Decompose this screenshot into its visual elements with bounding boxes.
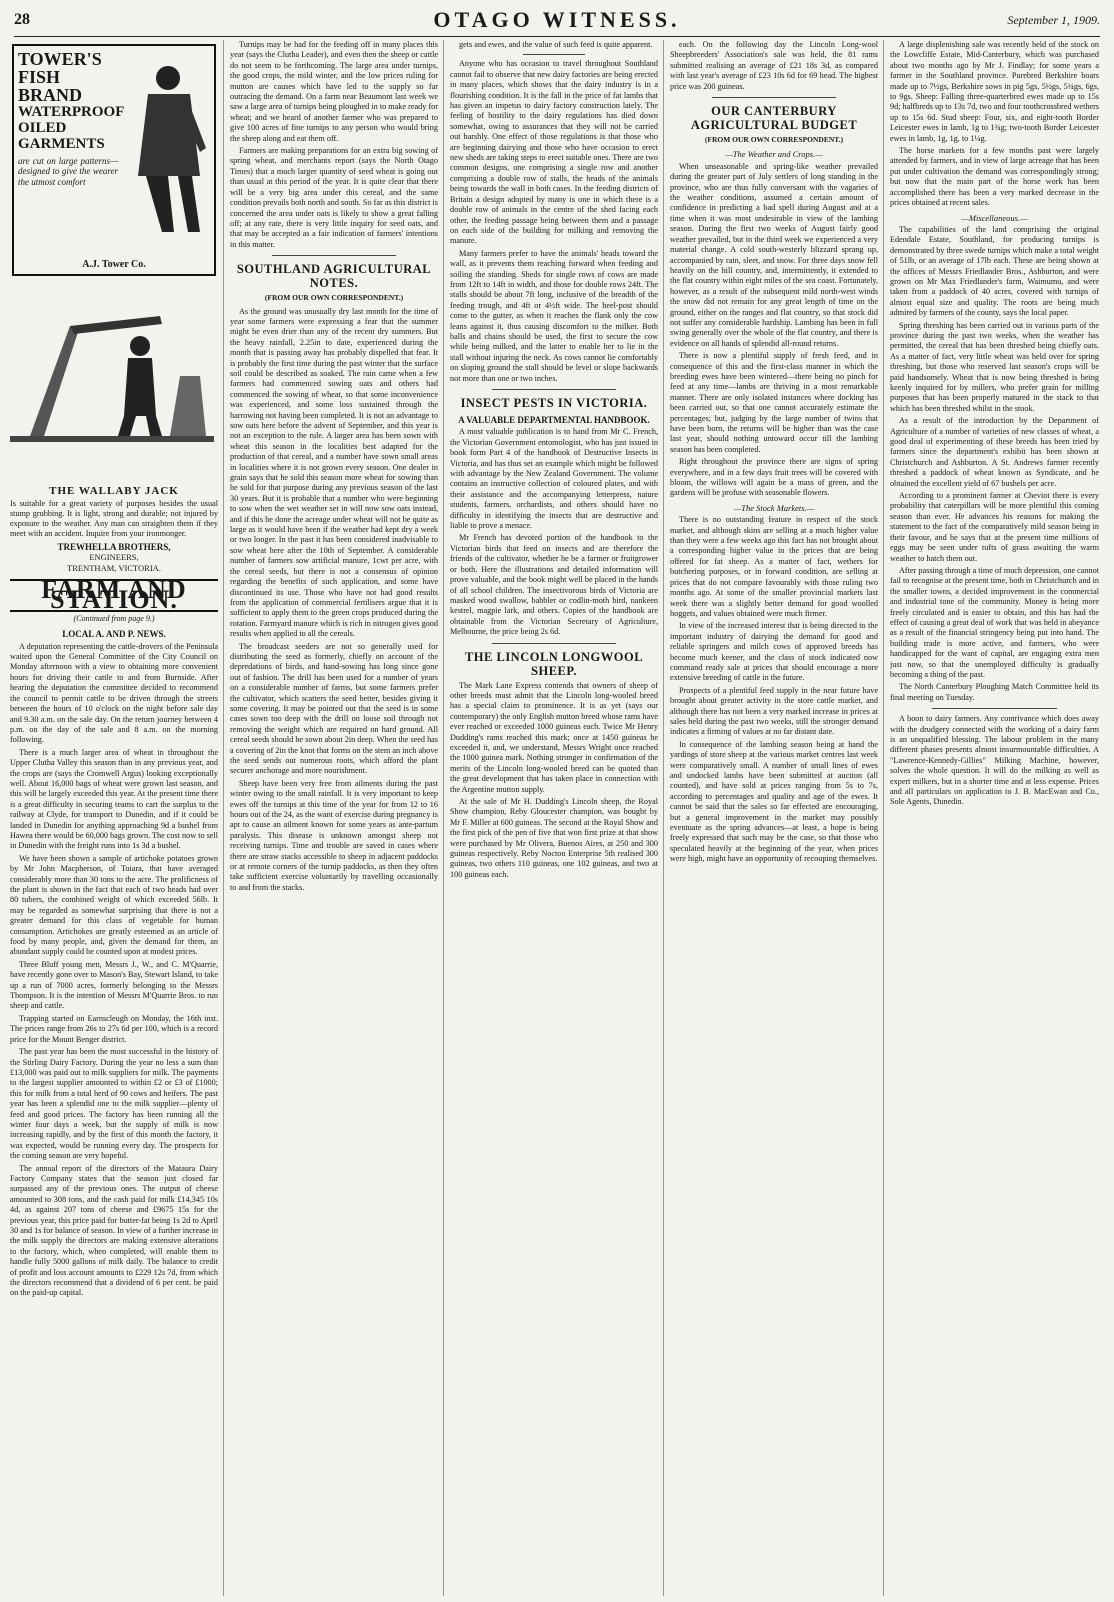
continued-note: (Continued from page 9.) <box>73 613 155 623</box>
article-paragraph: There is now a plentiful supply of fresh feed, and in consequence of this and the first-class manner in which the breeding ewes have been wintered—there being no pinch for feed at any time—lambs are thriving in a most remarkable manner. There are only isolated instances where docking has been carried out, so that one cannot accurately estimate the percentages; but, judging by the large number of twins that have been born, the returns will be higher than was the case last year, should nothing untoward occur till the lambing season has been completed. <box>670 351 878 454</box>
towers-advert <box>12 44 216 276</box>
article-paragraph: We have been shown a sample of artichoke potatoes grown by Mr John Macpherson, of Toiara, that have averaged considerably more than 30 tons to the acre. The prolificness of the plant is shown in the fact that each of two heads had over 80 tubers, the combined weight of which exceeded 56lb. It may be regarded as somewhat surprising that there is not a greater demand for this class of vegetable for human consumption. Artichokes are greatly esteemed as an article of food by many people, and, given the demand for them, an abundant supply could be counted upon at modest prices. <box>10 853 218 957</box>
local-news-heading: LOCAL A. AND P. NEWS. <box>62 629 166 640</box>
article-paragraph: A boon to dairy farmers. Any contrivance which does away with the drudgery connected with the working of a dairy farm is an unqualified blessing. The labour problem in the many different phases presents almost insurmountable difficulties. A "Lawrence-Kennedy-Gillies" Milking Machine, however, solves the whole question. It will do the milking as well as expert milkers, but in a shorter time and at less expense. Prices and all particulars on application to J. B. MacEwan and Co., Sole Agents, Dunedin. <box>890 714 1099 807</box>
insect-pests-subheading: A VALUABLE DEPARTMENTAL HANDBOOK. <box>458 415 650 425</box>
canterbury-heading: OUR CANTERBURY AGRICULTURAL BUDGET <box>690 104 858 133</box>
article-paragraph: The horse markets for a few months past were largely attended by farmers, and in view of large acreage that has been put under cultivation the demand was correspondingly strong; but now that the main part of the horse work has been accomplished there has been a very marked decrease in the prices obtained at recent sales. <box>890 146 1099 208</box>
wallaby-body: Is suitable for a great variety of purposes besides the usual stump grubbing. It is light, strong and durable; not injured by exposure to the weather. Any man can straighten them if they meet with an accident. Inquire from your ironmonger. <box>10 498 218 538</box>
wallaby-jack-illustration-icon <box>10 286 214 476</box>
column-3 <box>450 40 664 1596</box>
article-paragraph: Many farmers prefer to have the animals' heads toward the wall, as it prevents them reaching forward when feeding and soiling the standing. Sheds for single rows of cows are made from 12ft to 14ft in width, and those for double rows 24ft. The stalls should be about 7ft long, inclusive of the breadth of the feeding trough, and 4ft or 4½ft wide. The heel-post should come to the gutter, as when it reaches the flank only the cow leans against it, thus causing discomfort to the milker. Both balls and chains should be used, the first to secure the cow while being milked, and the latter to enable her to lie in the stall without injuring the neck. As cows cannot lie comfortably on sloping ground the stall should be level or slope backwards not more than one or two inches. <box>450 248 658 383</box>
ad-maker: A.J. Tower Co. <box>82 258 146 270</box>
page-number: 28 <box>14 11 30 28</box>
wallaby-maker: TREWHELLA BROTHERS, <box>57 541 171 552</box>
ad-tagline: WATERPROOF OILED GARMENTS <box>18 104 125 152</box>
southland-byline: (FROM OUR OWN CORRESPONDENT.) <box>264 293 404 303</box>
column-2 <box>230 40 444 1596</box>
divider <box>523 54 585 55</box>
article-paragraph: In view of the increased interest that is being directed to the important industry of dairying the demand for good and reliable springers and milch cows of approved breeds has become much keener, and the class of stock indicated now command ready sale at prices that should encourage a more extensive breeding of cattle in the future. <box>670 621 878 683</box>
article-paragraph: Trapping started on Earnscleugh on Monday, the 16th inst. The prices range from 26s to 27s 6d per 100, which is a record price for the Mount Benger district. <box>10 1013 218 1044</box>
article-paragraph: There is no outstanding feature in respect of the stock market, and although skins are selling at a much higher value than they were a few weeks ago this fact has not brought about a corresponding higher value in the prices that are being offered for fat sheep. As a matter of fact, wethers for butchering purposes, or in forward condition, are selling at prices that do not compare favourably with those ruling two months ago. At some of the smaller provincial markets last week there was a slightly better demand for good woolled hoggets, and values obtained were much firmer. <box>670 515 878 618</box>
article-paragraph: each. On the following day the Lincoln Long-wool Sheepbreeders' Association's sale was held, the 81 rams submitted realising an average of £21 18s 3d, as compared with last year's average of £23 10s 6d for 69 head. The highest price was 200 guineas. <box>670 40 878 91</box>
masthead <box>14 4 1100 37</box>
article-paragraph: As a result of the introduction by the Department of Agriculture of a number of varieties of new classes of wheat, a good deal of experimenting of these breeds has been tried by farmers since the department's exhibit has been shown at Christchurch and Ashburton. A St. Andrews farmer recently threshed a paddock of wheat known as Syndicate, and he obtained the excellent yield of 67 bushels per acre. <box>890 416 1099 488</box>
article-paragraph: As the ground was unusually dry last month for the time of year some farmers were expressing a fear that the summer might be even drier than any of the recent dry summers. But the heavy rainfall, 2.25in to date, experienced during the month that is passing away has probably dispelled that fear. It is probably the first time during the past winter that the surface soil could be described as soaked. The rain came when a few farmers had commenced sowing oats and others had commenced the sowing of wheat, so that some inconvenience was experienced, and some loss sustained through the harrowing not having been completed. It is not an advantage to sow oats here before the advent of September, and this year is not an exception to the rule. A larger area has been sown with wheat this season in the localities best adapted for the production of that cereal, and a number have sown small areas in localities where it is not grown every season. One dealer in grain says that he sold this season more wheat for sowing than he sold for that purpose during any previous season of the last 30 years. But it is probable that a number who were beginning to sow when the wet weather set in will now sow oats instead, and if this be done the acreage under wheat will not be quite as large as it would have been if the weather had kept dry a week or two longer. In the past it has been considered inadvisable to sow wheat here after the 10th of September. A considerable number of farmers sow artificial manure, 1cwt per acre, with the cereal seeds, but there is not a consensus of opinion regarding the benefits of such application, and some have discontinued its use. Those who have not had good results from the application of commercial fertilisers argue that it is sufficient to apply them to the green crops produced during the rotation. Farmyard manure which is rich in nitrogen gives good results when applied to all the cereals. <box>230 306 438 639</box>
article-paragraph: Prospects of a plentiful feed supply in the near future have brought about greater activity in the store cattle market, and although there has not been a very marked increase in prices at sales held during the past two weeks, still the stronger demand indicates a firming of values at no far distant date. <box>670 685 878 737</box>
article-paragraph: Farmers are making preparations for an extra big sowing of spring wheat, and merchants report (says the North Otago Times) that a much larger quantity of seed wheat is going out than usual at this period of the year. It is quite clear that there will be a very big area under this cereal, and the same condition prevails both north and south. So far as this district is concerned the area under oats is likely to show a great falling off; at any rate, there is very little inquiry for seed oats, and that may be accepted as a fair indication of farmers' intentions in this matter. <box>230 146 438 249</box>
divider <box>932 708 1057 709</box>
issue-date: September 1, 1909. <box>1007 12 1100 27</box>
divider <box>712 97 837 98</box>
article-paragraph: The past year has been the most successful in the history of the Stirling Dairy Factory. During the year no less a sum than £13,000 was paid out to milk suppliers for milk. The payments to the largest supplier amounted to within £2 or £3 of £1000; this for milk from a total herd of 90 cows and heifers. The past year has been a splendid one to the milk supplier—plenty of feed and good prices. The factory has been running all the winter four days a week, but the supply of milk is now increasing rapidly, and by the first of this month the factory, it was expected, would be running every day. The prospects for the coming season are very hopeful. <box>10 1047 218 1161</box>
article-paragraph: A most valuable publication is to hand from Mr C. French, the Victorian Government entomologist, who has just issued in book form Part 4 of the handbook of Destructive Insects in Victoria, and has thus set an example which might be followed with advantage by the New Zealand Government. The volume contains an instructive collection of coloured plates, and with their assistance and the accompanying letterpress, nature students, farmers, orchardists, and others should have no difficulty in identifying the insects that are destructive and liable to prove a menace. <box>450 427 658 531</box>
article-paragraph: The North Canterbury Ploughing Match Committee held its final meeting on Tuesday. <box>890 682 1099 702</box>
article-paragraph: gets and ewes, and the value of such feed is quite apparent. <box>459 40 653 49</box>
miscellaneous-subheading: —Miscellaneous.— <box>961 212 1028 223</box>
wallaby-maker-sub: ENGINEERS, <box>89 552 139 563</box>
article-paragraph: Anyone who has occasion to travel throughout Southland cannot fail to observe that new dairy factories are being erected in many places, which shows that the dairy industry is in a flourishing condition. It is the fall in the price of fat lambs that has given an impetus to dairy factory construction lately. The feeling of hostility to the dairy regulations has died down somewhat, owing to assurances that they will not be carried out harshly. One effect of those regulations is that those who are beginning dairying and those who have occasion to erect new sheds are taking steps to erect suitable ones. There are two common designs, one comprising a single row and another comprising a double row of stalls, the heads of the animals being towards the wall in both cases. In the feeding districts of Britain a design adopted by many is one in which there is a double row of animals in the centre of the shed facing each other, the feeding passage being between them and a passage on each side of the building for milking and removing the manure. <box>450 59 658 246</box>
wallaby-title: THE WALLABY JACK <box>49 485 179 498</box>
southland-heading: SOUTHLAND AGRICULTURAL NOTES. <box>236 262 432 291</box>
article-paragraph: A large displenishing sale was recently held of the stock on the Lowcliffe Estate, Mid-Canterbury, which was purchased about two months ago by Mr J. Findlay; for some years a farmer in the Southland province. Purebred Berkshire boars made up to 7½gs, Berkshire sows in pig 5gs, 5½gs, 5¾gs, 6gs, to 9gs. Sheep: Falling three-quarterbred ewes made up to 15s 9d; halfbreds up to 13s 7d, two and four toothcrossbred wethers up to 15s 6d. Stud sheep: Four, six, and eight-tooth Border Leicester ewes in lamb, 1g to 1¾g; two-tooth Border Leicester ewes in lamb, 1g, 1g, to 1¼g. <box>890 40 1099 143</box>
ad-text: are cut on large patterns—designed to give the wearer the utmost comfort <box>18 156 118 187</box>
article-paragraph: After passing through a time of much depression, one cannot fail to recognise at the present time, both in Christchurch and in the smaller towns, a decided improvement in the commercial and industrial tone of the community. Money is being more freely circulated and is easier to obtain, and this has had the effect of causing a great deal of work that was held in abeyance as a result of the financial stringency being put into hand. The building trade is more active, and farmers, who were handicapped for the want of capital, are engaging extra men just now, so that the unemployed difficulty is gradually becoming a thing of the past. <box>890 565 1099 679</box>
ad-brand: TOWER'S FISH BRAND <box>18 49 102 105</box>
article-paragraph: In consequence of the lambing season being at hand the yardings of store sheep at the various market centres last week were comparatively small. A number of small lines of ewes and undocked lambs have been submitted at auction (all counted), and have sold at prices ranging from 5s to 7s, according to percentages and quality and age of the ewes. It cannot be said that the sales so far effected are encouraging, but a general improvement in the market may possibly eventuate as the spring advances—at least, a hope is being freely expressed that such may be the case, so that those who speculated heavily at the beginning of the year, when prices were high, might have an opportunity of recouping themselves. <box>670 739 878 864</box>
stock-subheading: —The Stock Markets.— <box>733 502 815 513</box>
insect-pests-heading: INSECT PESTS IN VICTORIA. <box>460 396 648 410</box>
article-paragraph: Spring threshing has been carried out in various parts of the province during the past two weeks, when the weather has permitted, the cereal that has been threshed being chiefly oats. As a matter of fact, very little wheat was held over for spring threshing, but those who reserved last season's crops will be paid handsomely. Wheat that is now being threshed is being keenly inquired for by millers, who prefer grain for milling purposes that has been properly matured in the stack to that which has been threshed whilst in the stook. <box>890 320 1099 413</box>
article-paragraph: Three Bluff young men, Messrs J., W., and C. M'Quarrie, have recently gone over to Mason's Bay, Stewart Island, to take up a run of 7000 acres, formerly belonging to the Messrs Thompson. It is the intention of Messrs M'Quarrie Bros. to run sheep and cattle. <box>10 959 218 1011</box>
farm-station-heading: FARM AND STATION. <box>10 579 218 612</box>
article-paragraph: The annual report of the directors of the Mataura Dairy Factory Company states that the season just closed far surpassed any of the previous ones. The output of cheese amounted to 308 tons, and the cash paid for milk £14,345 10s 4d, as against 207 tons of cheese and £9675 15s for the previous year, this price paid for butter-fat being 1s 2d to April 30 and 1s for balance of season. In view of a further increase in the milk supply the directors are making extensive alterations to the factory, which, when completed, will enable them to handle fully 5000 gallons of milk daily. The balance to credit of profit and loss account amounts to £229 12s 7d, from which the directors recommend that a dividend of 6 per cent. be paid on the paid-up capital. <box>10 1163 218 1298</box>
weather-subheading: —The Weather and Crops.— <box>725 149 823 160</box>
canterbury-byline: (FROM OUR OWN CORRESPONDENT.) <box>704 135 844 145</box>
article-paragraph: Mr French has devoted portion of the handbook to the Victorian birds that feed on insects and are therefore the friends of the cultivator, whether he be a farmer or fruitgrower or both. Here the illustrations and detailed information will prove valuable, and the book might well be placed in the hands of all school children. The insectivorous birds of Victoria are masked wood swallow, babbler or codlin-moth bird, nankeen kestrel, magpie lark, and others. Copies of the handbook are obtainable from the Victorian Secretary of Agriculture, Melbourne, the price being 2s 6d. <box>450 533 658 637</box>
article-paragraph: The capabilities of the land comprising the original Edendale Estate, Southland, for producing turnips is demonstrated by three swede turnips which make a total weight of 51lb, or an average of 17lb each. These are being shown at the offices of Messrs Friedlander Bros., Ashburton, and were grown on Mr Max Friedlander's farm, Waimumu, and were taken from a paddock of 40 acres, covered with turnips of almost equal size and quality. The roots are being much admired by farmers of the county, says the local paper. <box>890 224 1099 318</box>
article-paragraph: When unseasonable and spring-like weather prevailed during the greater part of July settlers of long standing in the province, who are thus fully conversant with the vagaries of the weather conditions, assumed a certain amount of confidence in predicting a bad spell during August and at a time when it was most undesirable in view of the lambing season. During the first two weeks of August fairly good weather prevailed, but in the third week we experienced a very material change. A cold south-westerly blizzard sprang up, accompanied by rain, sleet, and snow. For three days snow fell heavily on the hill country, and, intermittently, it extended to the flat country within eight miles of the sea coast. Fortunately, however, as a result of the subsequent mild north-west winds the snow did not remain for any great length of time on the ground, either on the ranges and flat country, so that stock did not suffer any considerable hardship. Lambing has been in full swing generally over the whole of the flat country, and there is evidence on all hands of splendid all-round returns. <box>670 161 878 348</box>
article-paragraph: Turnips may be had for the feeding off in many places this year (says the Clutha Leader), and even then the sheep or cattle do not seem to be forthcoming. The large area under turnips, the good crops, the mild winter, and the low prices ruling for mutton are causes which have led to the supply so far outracing the demand. On a farm near Beaumont last week we saw a large area of turnips being ploughed in to make ready for wheat; and we heard of another farmer who was prepared to give 100 acres of fine turnips to any person who would bring the sheep along and eat them off. <box>230 40 438 143</box>
article-paragraph: A deputation representing the cattle-drovers of the Peninsula waited upon the General Committee of the City Council on Monday afternoon with a view to obtaining more convenient hours for driving their cattle to and from Burnside. After hearing the deputation the committee decided to recommend the council to permit cattle to be driven through the streets between the hours of 10 o'clock on the night before sale day and 9.30 a.m. on the sale day. On the return journey between 4 p.m. on the day of the sale and 8 a.m. on the morning following. <box>10 641 218 745</box>
column-5 <box>890 40 1104 1596</box>
column-1 <box>10 40 224 1596</box>
divider <box>272 255 397 256</box>
article-paragraph: There is a much larger area of wheat in throughout the Upper Clutha Valley this season than in any previous year, and the crops are (says the Cromwell Argus) looking exceptionally well. About 16,000 bags of wheat were grown last season, and this will be largely exceeded this year. At the present time there is a great difficulty in securing teams to cart the surplus to the railway at Clyde, for transport to Dunedin, and if it could be landed in Dunedin for anything approaching 9d a bushel from Hawea there would be 60,000 bags grown. The cost now to sell in Dunedin with the freight runs into 1s 3d a bushel. <box>10 747 218 851</box>
article-paragraph: According to a prominent farmer at Cheviot there is every probability that caterpillars will be more plentiful this coming season than ever. He advances his reasons for making the statement to the fact of the comparatively mild season being in their favour, and he says that at the present time millions of eggs may be seen under tufts of grass awaiting the warm weather to hatch them out. <box>890 491 1099 563</box>
newspaper-title: OTAGO WITNESS. <box>433 7 681 32</box>
article-paragraph: Sheep have been very free from ailments during the past winter owing to the small rainfall. It is very important to keep ewes off the turnips at this time of the year for from 12 to 16 hours out of the 24, as the want of exercise during pregnancy is apt to cause an ailment known for some years as ante-partum paralysis. This disease is unknown amongst sheep not receiving turnips. Time and trouble are saved in cases where there are straw stacks accessible to sheep in adjacent paddocks or at remote corners of the turnip paddocks, as then they often take sufficient exercise voluntarily by travelling occasionally to and from the stacks. <box>230 778 438 892</box>
page-columns <box>10 40 1104 1596</box>
fisherman-illustration-icon <box>118 56 208 236</box>
lincoln-heading: THE LINCOLN LONGWOOL SHEEP. <box>464 649 644 678</box>
article-paragraph: Right throughout the province there are signs of spring everywhere, and in a few days fruit trees will be covered with bloom, the willows will again be a mass of green, and the gardens will be profuse with seasonable flowers. <box>670 457 878 498</box>
article-paragraph: The broadcast seeders are not so generally used for distributing the seed as formerly, chiefly on account of the depredations of birds, and hand-sowing has long since gone out of fashion. The drill has been used for a number of years on a considerable number of farms, but some farmers prefer the cultivator, which scatters the seed better, besides giving it some covering. It may be pointed out that the seed is in some cases sown too deep with the drill on loose soil through not removing the weight which are required on hard ground. All cereal seeds should be sown about 2in deep. When the seed has a covering of 2in the knot that forms on the stem an inch above the seed sends out numerous roots, which afford the plant securer anchorage and more nourishment. <box>230 641 438 776</box>
column-4 <box>670 40 884 1596</box>
article-paragraph: At the sale of Mr H. Dudding's Lincoln sheep, the Royal Show champion, Reby Gloucester champion, was bought by Mr F. Miller at 600 guineas. The second at the Royal Show and the first pick of the pen of five that won first prize at that show were purchased by Mr Olivera, Buenos Aires, at 250 and 300 guineas respectively. Reby Nocton Enterprise 5th realised 300 guineas, two others 110 guineas, one 102 guineas, and two at 100 guineas each. <box>450 797 658 879</box>
divider <box>492 389 617 390</box>
wallaby-city: TRENTHAM, VICTORIA. <box>67 562 161 573</box>
divider <box>492 643 617 644</box>
article-paragraph: The Mark Lane Express contends that owners of sheep of other breeds must admit that the Lincoln long-wooled breed has a special claim to prominence. It is as yet (says our contemporary) the only English mutton breed whose rams have ever reached or exceeded 1000 guineas each. Twice Mr Henry Dudding's rams reached this mark; once at 1450 guineas he exceeded it, and, we understand, Messrs Wright once reached the 1000 guinea mark. Nothing stronger in confirmation of the merits of the Lincoln long-wooled breed can be quoted than the great development that has taken place in connection with the Argentine mutton supply. <box>450 680 658 794</box>
